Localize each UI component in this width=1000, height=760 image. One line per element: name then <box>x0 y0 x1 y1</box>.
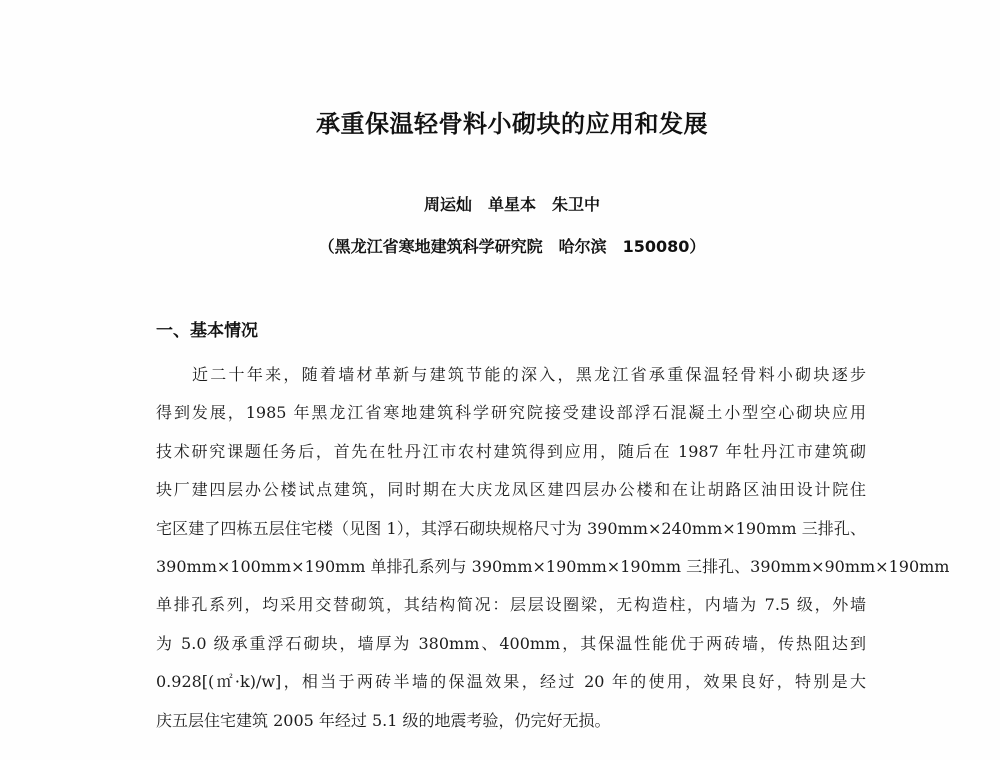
author-affiliation: （黑龙江省寒地建筑科学研究院 哈尔滨 150080） <box>318 237 706 256</box>
paragraph-line: 单排孔系列，均采用交替砌筑，其结构简况：层层设圈梁，无构造柱，内墙为 7.5 级，外墙 <box>156 595 866 615</box>
body-paragraph <box>156 356 950 740</box>
paragraph-line: 技术研究课题任务后，首先在牡丹江市农村建筑得到应用，随后在 1987 年牡丹江市建筑砌 <box>156 441 866 461</box>
paragraph-line: 得到发展，1985 年黑龙江省寒地建筑科学研究院接受建设部浮石混凝土小型空心砌块应用 <box>156 403 866 423</box>
paragraph-line: 0.928[(㎡·k)/w]，相当于两砖半墙的保温效果，经过 20 年的使用，效果良好，特别是大 <box>156 672 866 692</box>
author-name: 朱卫中 <box>552 195 601 214</box>
section-heading: 一、基本情况 <box>156 321 258 341</box>
paper-title: 承重保温轻骨料小砌块的应用和发展 <box>316 110 708 138</box>
paragraph-line: 庆五层住宅建筑 2005 年经过 5.1 级的地震考验，仍完好无损。 <box>156 710 611 730</box>
paragraph-line: 块厂建四层办公楼试点建筑，同时期在大庆龙凤区建四层办公楼和在让胡路区油田设计院住 <box>156 480 866 500</box>
author-name: 单星本 <box>487 195 536 214</box>
paragraph-line: 宅区建了四栋五层住宅楼（见图 1），其浮石砌块规格尺寸为 390mm×240mm×190mm 三排孔、 <box>156 518 866 538</box>
paragraph-line: 近二十年来，随着墙材革新与建筑节能的深入，黑龙江省承重保温轻骨料小砌块逐步 <box>192 365 866 384</box>
paragraph-line: 为 5.0 级承重浮石砌块，墙厚为 380mm、400mm，其保温性能优于两砖墙，传热阻达到 <box>156 633 866 653</box>
paragraph-line: 390mm×100mm×190mm 单排孔系列与 390mm×190mm×190mm 三排孔、390mm×90mm×190mm <box>156 556 950 576</box>
author-list <box>0 192 1000 215</box>
author-name: 周运灿 <box>423 195 472 214</box>
